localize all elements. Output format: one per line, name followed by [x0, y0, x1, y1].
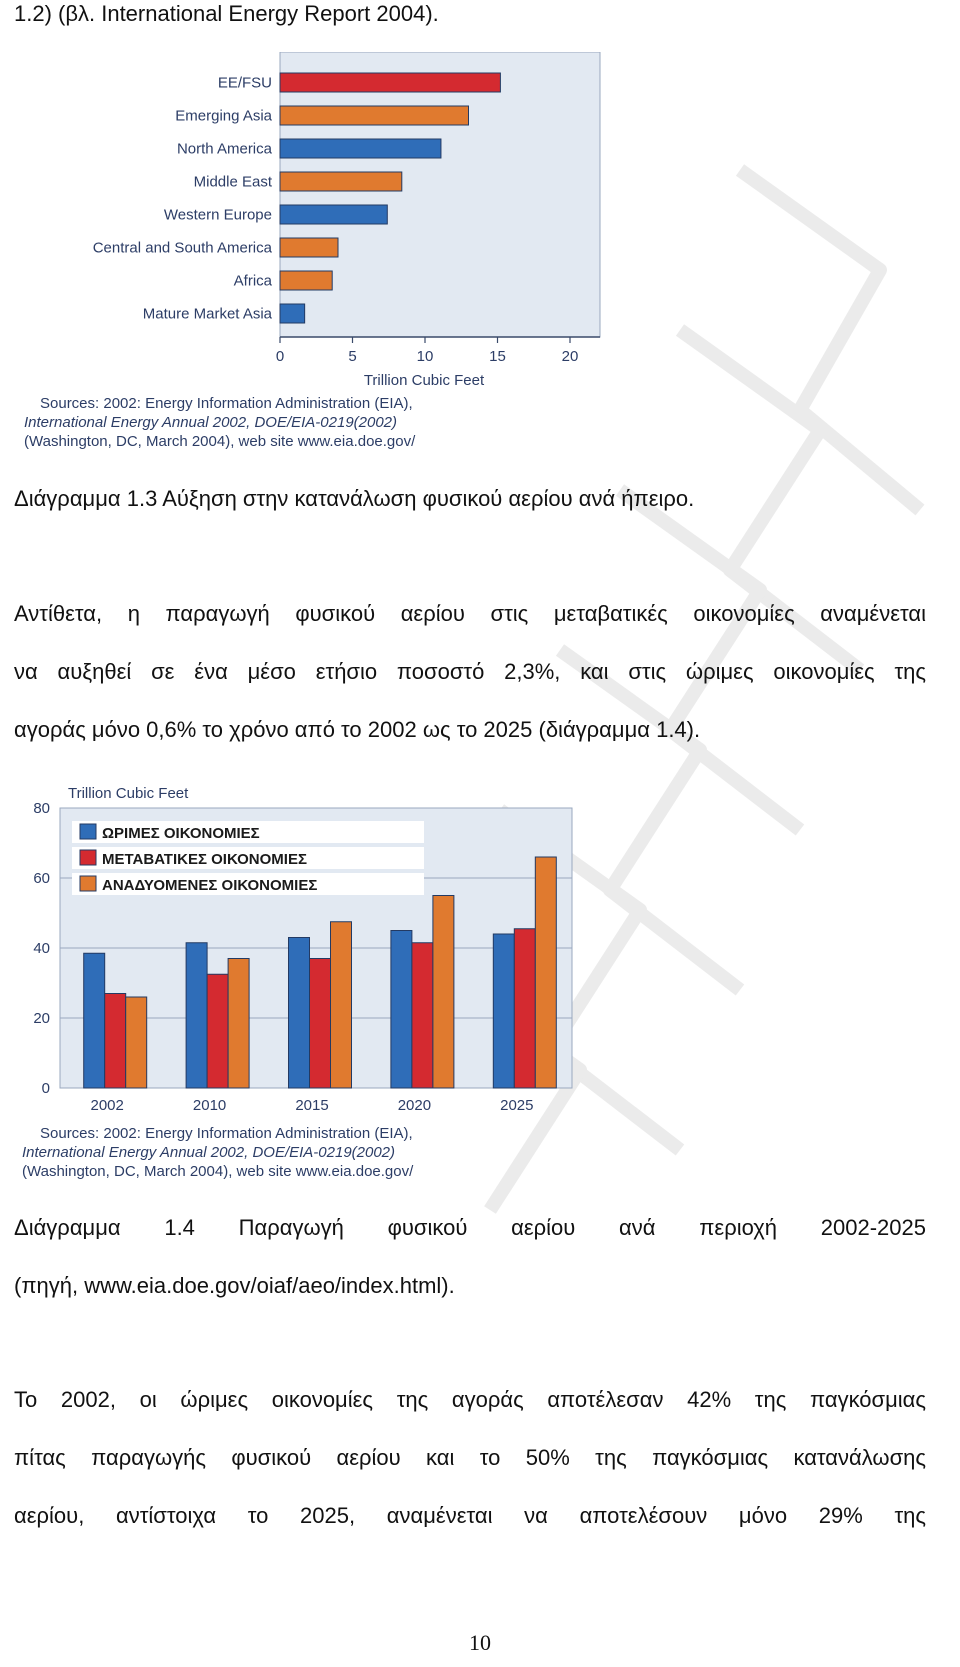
chart-title: Trillion Cubic Feet: [68, 785, 189, 802]
bar-red-2002: [105, 994, 126, 1089]
bar-blue-2002: [84, 953, 105, 1088]
category-label: EE/FSU: [217, 74, 272, 92]
x-tick-labels: [91, 1097, 534, 1114]
legend-swatch: [80, 876, 96, 891]
source-line-3: (Washington, DC, March 2004), web site www.eia.doe.gov/: [22, 1163, 414, 1180]
bar-blue-2010: [186, 943, 207, 1088]
x-tick-label: 2020: [397, 1097, 432, 1114]
source-line-1: Sources: 2002: Energy Information Administration (EIA),: [40, 1125, 413, 1142]
paragraph-2-line-3: αερίου, αντίστοιχα το 2025, αναμένεται να αποτελέσουν μόνο 29% της: [14, 1503, 926, 1528]
bar-orange-2010: [228, 959, 249, 1089]
y-tick-labels: [33, 800, 50, 1097]
category-label: Emerging Asia: [175, 107, 272, 125]
bar-blue-2015: [289, 938, 310, 1089]
legend-label: ΑΝΑΔΥΟΜΕΝΕΣ ΟΙΚΟΝΟΜΙΕΣ: [102, 877, 318, 894]
x-tick-label: 2025: [500, 1097, 534, 1114]
bar-red-2020: [412, 943, 433, 1088]
chart-production-by-region: [14, 778, 604, 1188]
caption-figure-1-4-line-2: (πηγή, www.eia.doe.gov/oiaf/aeo/index.html).: [14, 1273, 455, 1298]
paragraph-1-line-3: αγοράς μόνο 0,6% το χρόνο από το 2002 ως το 2025 (διάγραμμα 1.4).: [14, 717, 701, 742]
legend-label: ΜΕΤΑΒΑΤΙΚΕΣ ΟΙΚΟΝΟΜΙΕΣ: [102, 851, 307, 868]
bar-western-europe: [280, 205, 387, 224]
x-tick-label: 20: [561, 348, 579, 365]
plot-area: [280, 52, 600, 337]
category-label: Africa: [233, 272, 272, 290]
bar-red-2025: [514, 929, 535, 1088]
paragraph-1-line-1: Αντίθετα, η παραγωγή φυσικού αερίου στις μεταβατικές οικονομίες αναμένεται: [14, 601, 926, 626]
x-tick-label: 5: [348, 348, 357, 365]
bar-red-2010: [207, 974, 228, 1088]
bar-emerging-asia: [280, 106, 469, 125]
top-line: 1.2) (βλ. International Energy Report 2004).: [14, 1, 439, 26]
bar-blue-2025: [493, 934, 514, 1088]
legend-label: ΩΡΙΜΕΣ ΟΙΚΟΝΟΜΙΕΣ: [102, 825, 260, 842]
bar-blue-2020: [391, 931, 412, 1089]
source-line-1: Sources: 2002: Energy Information Administration (EIA),: [40, 395, 413, 412]
y-tick-label: 60: [33, 870, 50, 887]
category-label: Central and South America: [92, 239, 272, 257]
paragraph-1-line-2: να αυξηθεί σε ένα μέσο ετήσιο ποσοστό 2,3%, και στις ώριμες οικονομίες της: [14, 659, 926, 684]
category-label: Western Europe: [163, 206, 272, 224]
chart-consumption-by-region: [14, 52, 604, 460]
bar-middle-east: [280, 172, 402, 191]
bar-orange-2020: [433, 896, 454, 1089]
x-axis-label: Trillion Cubic Feet: [363, 372, 485, 389]
x-tick-label: 2015: [295, 1097, 329, 1114]
y-tick-label: 0: [41, 1080, 50, 1097]
category-label: North America: [176, 140, 272, 158]
bar-orange-2015: [331, 922, 352, 1088]
bar-orange-2025: [535, 857, 556, 1088]
x-tick-label: 2010: [192, 1097, 227, 1114]
x-tick-labels: [276, 337, 579, 365]
x-tick-label: 2002: [90, 1097, 124, 1114]
source-line-2: International Energy Annual 2002, DOE/EIA-0219(2002): [24, 414, 398, 431]
legend-swatch: [80, 850, 96, 865]
bar-central-and-south-america: [280, 238, 338, 257]
y-tick-label: 20: [33, 1010, 50, 1027]
category-label: Mature Market Asia: [142, 305, 272, 323]
legend: [72, 821, 424, 895]
bar-north-america: [280, 139, 441, 158]
legend-swatch: [80, 824, 96, 839]
paragraph-2-line-1: Το 2002, οι ώριμες οικονομίες της αγοράς αποτέλεσαν 42% της παγκόσμιας: [14, 1387, 926, 1412]
category-label: Middle East: [193, 173, 272, 191]
bar-mature-market-asia: [280, 304, 305, 323]
category-labels: [93, 75, 273, 323]
bar-ee-fsu: [280, 73, 500, 92]
y-tick-label: 80: [33, 800, 50, 817]
source-line-2: International Energy Annual 2002, DOE/EIA-0219(2002): [22, 1144, 396, 1161]
x-tick-label: 10: [416, 348, 434, 365]
x-tick-label: 0: [275, 348, 285, 365]
bar-orange-2002: [126, 997, 147, 1088]
y-tick-label: 40: [33, 940, 50, 957]
caption-figure-1-4-line-1: Διάγραμμα 1.4 Παραγωγή φυσικού αερίου ανά περιοχή 2002-2025: [14, 1215, 926, 1240]
page-number: 10: [469, 1630, 491, 1655]
bar-red-2015: [310, 959, 331, 1089]
paragraph-2-line-2: πίτας παραγωγής φυσικού αερίου και το 50% της παγκόσμιας κατανάλωσης: [14, 1445, 926, 1470]
caption-figure-1-3: Διάγραμμα 1.3 Αύξηση στην κατανάλωση φυσικού αερίου ανά ήπειρο.: [14, 486, 695, 511]
bar-africa: [280, 271, 332, 290]
x-tick-label: 15: [489, 348, 506, 365]
source-line-3: (Washington, DC, March 2004), web site www.eia.doe.gov/: [24, 433, 416, 450]
